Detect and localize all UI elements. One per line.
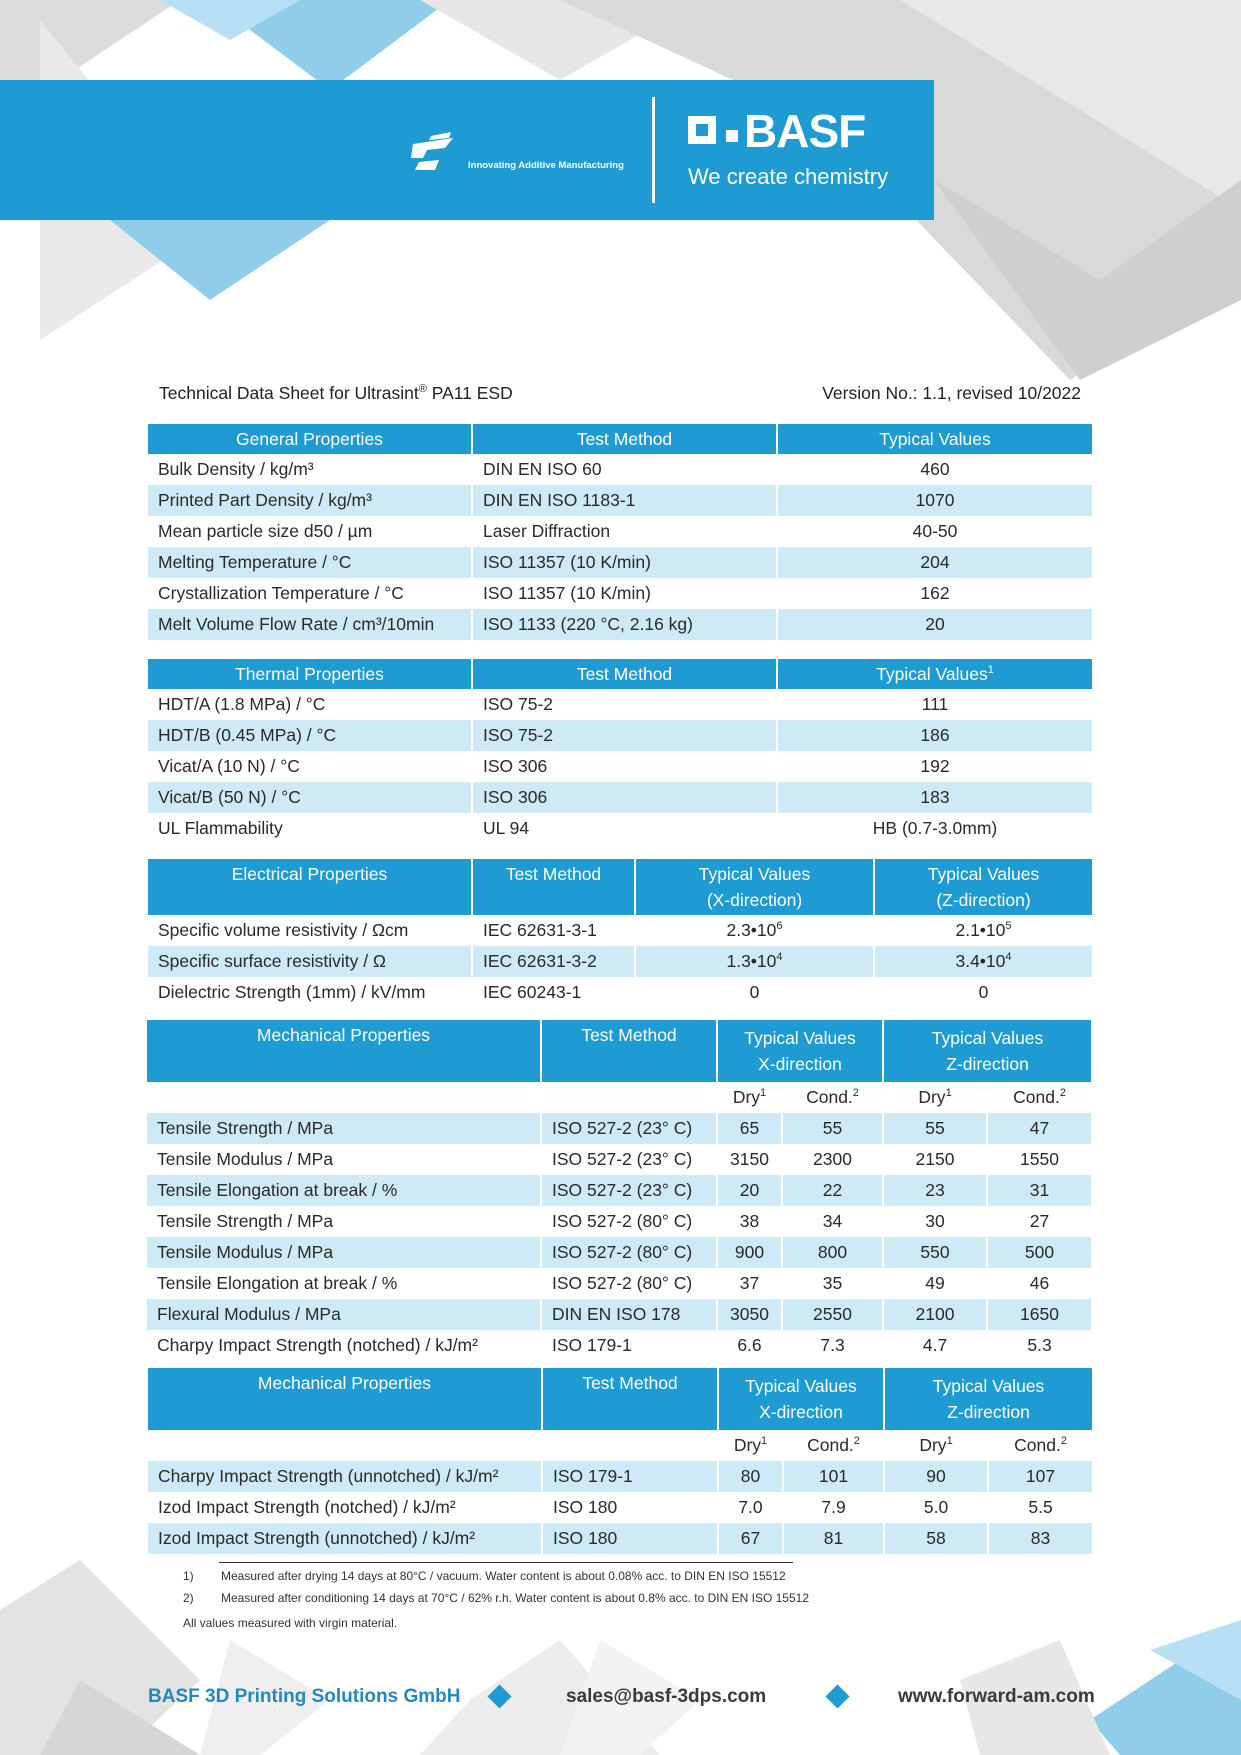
value-cell [874, 946, 1092, 977]
method-cell: ISO 11357 (10 K/min) [472, 578, 777, 609]
value-cell: 550 [883, 1237, 987, 1268]
table-row [148, 1461, 1092, 1492]
table-row [148, 609, 1092, 640]
value-cell: 1070 [777, 485, 1092, 516]
table-row [148, 977, 1092, 1008]
property-cell: HDT/A (1.8 MPa) / °C [158, 694, 326, 714]
header-text: Typical Values [744, 1028, 856, 1048]
table-row [148, 813, 1092, 844]
table-row [148, 915, 1092, 946]
value-cell: 4.7 [883, 1330, 987, 1361]
property-cell: Charpy Impact Strength (notched) / kJ/m² [157, 1335, 478, 1355]
method-cell: ISO 179-1 [542, 1461, 718, 1492]
table-row [147, 1113, 1091, 1144]
footnote-ref: 1 [945, 1087, 952, 1100]
logo-divider [652, 97, 655, 203]
subheader-text: Dry [732, 1087, 761, 1107]
method-cell: Laser Diffraction [472, 516, 777, 547]
method-cell: IEC 62631-3-2 [472, 946, 635, 977]
value-cell: 183 [777, 782, 1092, 813]
property-cell: Tensile Modulus / MPa [147, 1237, 541, 1268]
property-cell: Tensile Elongation at break / % [147, 1175, 541, 1206]
value-base: 2.3•10 [726, 920, 777, 940]
dry-subheader [717, 1082, 782, 1113]
property-cell: Melting Temperature / °C [148, 547, 472, 578]
dry-subheader [718, 1430, 783, 1461]
basf-wordmark: BASF [744, 105, 866, 157]
table-row [147, 1268, 1091, 1299]
column-header: Test Method [472, 659, 777, 689]
column-header [717, 1020, 883, 1082]
table-row [148, 454, 1092, 485]
table-row [148, 516, 1092, 547]
table-row [148, 1523, 1092, 1554]
property-cell: Tensile Modulus / MPa [157, 1149, 334, 1169]
header-text: Typical Values [698, 864, 811, 884]
header-subtext: X-direction [759, 1402, 843, 1422]
empty-cell [541, 1082, 717, 1113]
value-cell: 47 [987, 1113, 1091, 1144]
table-row [147, 1237, 1091, 1268]
value-cell: 49 [883, 1268, 987, 1299]
subheader-text: Dry [919, 1435, 947, 1455]
value-cell: 38 [717, 1206, 782, 1237]
empty-cell [147, 1082, 541, 1113]
method-cell: ISO 179-1 [541, 1330, 717, 1361]
footer-website-link[interactable]: www.forward-am.com [898, 1686, 1095, 1707]
value-cell: 186 [777, 720, 1092, 751]
value-base: 1.3•10 [726, 951, 777, 971]
value-cell [635, 915, 874, 946]
value-cell: 192 [777, 751, 1092, 782]
footnote-ref: 1 [987, 664, 994, 677]
column-header: Test Method [542, 1368, 718, 1430]
method-cell: DIN EN ISO 178 [541, 1299, 717, 1330]
title-text: Technical Data Sheet for Ultrasint [159, 383, 419, 403]
method-cell: IEC 62631-3-1 [472, 915, 635, 946]
value-cell: 65 [717, 1113, 782, 1144]
footnote-ref: 2 [1060, 1435, 1067, 1448]
mechanical-properties-table-2 [148, 1368, 1092, 1554]
property-cell: Charpy Impact Strength (unnotched) / kJ/m² [148, 1461, 542, 1492]
value-cell: 83 [988, 1523, 1092, 1554]
header-text: Typical Values [876, 664, 988, 684]
column-header [718, 1368, 884, 1430]
column-header: Mechanical Properties [147, 1020, 541, 1082]
method-cell: DIN EN ISO 1183-1 [472, 485, 777, 516]
value-cell [635, 977, 874, 1008]
value-cell: 22 [782, 1175, 883, 1206]
value-cell: 7.3 [782, 1330, 883, 1361]
value-cell: 5.3 [987, 1330, 1091, 1361]
value-exponent: 4 [1005, 951, 1012, 964]
property-cell: Bulk Density / kg/m³ [158, 459, 314, 479]
value-cell: 80 [718, 1461, 783, 1492]
table-row [148, 946, 1092, 977]
header-text: Typical Values [745, 1376, 857, 1396]
value-cell: 101 [783, 1461, 884, 1492]
table-row [148, 720, 1092, 751]
value-cell: 800 [782, 1237, 883, 1268]
value-cell [874, 977, 1092, 1008]
value-cell: 3150 [717, 1144, 782, 1175]
header-subtext: Z-direction [946, 1054, 1029, 1074]
value-cell: HB (0.7-3.0mm) [777, 813, 1092, 844]
table-row [148, 547, 1092, 578]
method-cell: ISO 180 [542, 1492, 718, 1523]
value-cell: 55 [883, 1113, 987, 1144]
footnote-ref: 1 [761, 1435, 768, 1448]
footnote-ref: 2 [853, 1435, 860, 1448]
property-cell: Specific surface resistivity / Ω [148, 946, 472, 977]
footnote-text: Measured after conditioning 14 days at 70°C / 62% r.h. Water content is about 0.8% acc. to DIN EN ISO 15512 [221, 1591, 810, 1605]
subheader-text: Cond. [1014, 1435, 1061, 1455]
property-cell: Vicat/A (10 N) / °C [158, 756, 300, 776]
footnote-ref: 2 [852, 1087, 859, 1100]
value-cell: 2150 [883, 1144, 987, 1175]
property-cell: Tensile Strength / MPa [147, 1113, 541, 1144]
value-cell: 58 [884, 1523, 988, 1554]
value-cell: 23 [883, 1175, 987, 1206]
method-cell: ISO 180 [542, 1523, 718, 1554]
dry-subheader [884, 1430, 988, 1461]
cond-subheader [988, 1430, 1092, 1461]
table-row [147, 1144, 1091, 1175]
thermal-properties-table [148, 659, 1092, 844]
value-base: 2.1•10 [955, 920, 1006, 940]
value-cell: 500 [987, 1237, 1091, 1268]
forward-am-tagline: Innovating Additive Manufacturing [468, 160, 624, 171]
value-cell: 81 [783, 1523, 884, 1554]
column-header: Mechanical Properties [148, 1368, 542, 1430]
title-product: PA11 ESD [426, 383, 513, 403]
property-cell: Specific volume resistivity / Ωcm [158, 920, 409, 940]
value-cell: 5.0 [884, 1492, 988, 1523]
value-cell: 27 [987, 1206, 1091, 1237]
basf-tagline: We create chemistry [688, 164, 889, 189]
property-cell: Tensile Elongation at break / % [157, 1273, 398, 1293]
value-cell: 20 [717, 1175, 782, 1206]
value-cell: 162 [777, 578, 1092, 609]
footnote-text: Measured after drying 14 days at 80°C / vacuum. Water content is about 0.08% acc. to DIN EN ISO 15512 [221, 1569, 786, 1583]
method-cell: ISO 306 [472, 782, 777, 813]
header-subtext: X-direction [758, 1054, 842, 1074]
column-header: Test Method [541, 1020, 717, 1082]
value-cell: 1650 [987, 1299, 1091, 1330]
property-cell: Vicat/B (50 N) / °C [148, 782, 472, 813]
column-header: Electrical Properties [148, 859, 472, 915]
method-cell: ISO 1133 (220 °C, 2.16 kg) [472, 609, 777, 640]
value-cell: 67 [718, 1523, 783, 1554]
method-cell: ISO 527-2 (80° C) [541, 1206, 717, 1237]
general-properties-table [148, 424, 1092, 640]
subheader-text: Cond. [807, 1435, 854, 1455]
property-cell: UL Flammability [158, 818, 283, 838]
column-header: Test Method [472, 859, 635, 915]
method-cell: ISO 75-2 [472, 720, 777, 751]
value-cell: 2100 [883, 1299, 987, 1330]
method-cell: ISO 527-2 (80° C) [541, 1268, 717, 1299]
table-row [147, 1206, 1091, 1237]
value-cell: 34 [782, 1206, 883, 1237]
footnote-rule [219, 1562, 793, 1563]
value-cell: 111 [777, 689, 1092, 720]
method-cell: ISO 527-2 (23° C) [541, 1113, 717, 1144]
empty-cell [542, 1430, 718, 1461]
value-cell: 6.6 [717, 1330, 782, 1361]
dry-subheader [883, 1082, 987, 1113]
basf-dot-icon [726, 130, 738, 142]
method-cell: ISO 11357 (10 K/min) [472, 547, 777, 578]
material-note: All values measured with virgin material. [183, 1616, 398, 1630]
subheader-row [148, 1430, 1092, 1461]
table-row [147, 1175, 1091, 1206]
table-row [148, 578, 1092, 609]
subheader-text: Dry [918, 1087, 946, 1107]
value-cell: 20 [777, 609, 1092, 640]
footnote-1 [0, 1569, 1241, 1585]
value-cell [635, 946, 874, 977]
table-row [147, 1330, 1091, 1361]
property-cell: Melt Volume Flow Rate / cm³/10min [148, 609, 472, 640]
value-base: 0 [749, 982, 760, 1002]
header-text: Typical Values [932, 1376, 1045, 1396]
value-exponent: 6 [776, 920, 783, 933]
column-header [874, 859, 1092, 915]
value-cell [874, 915, 1092, 946]
property-cell: Crystallization Temperature / °C [158, 583, 404, 603]
value-cell: 3050 [717, 1299, 782, 1330]
footnote-ref: 1 [760, 1087, 767, 1100]
value-base: 0 [978, 982, 989, 1002]
method-cell: IEC 60243-1 [472, 977, 635, 1008]
property-cell: Dielectric Strength (1mm) / kV/mm [158, 982, 426, 1002]
subheader-row [147, 1082, 1091, 1113]
property-cell: Flexural Modulus / MPa [147, 1299, 541, 1330]
value-cell: 7.9 [783, 1492, 884, 1523]
value-cell: 1550 [987, 1144, 1091, 1175]
header-text: Typical Values [931, 1028, 1044, 1048]
property-cell: Printed Part Density / kg/m³ [148, 485, 472, 516]
method-cell: DIN EN ISO 60 [472, 454, 777, 485]
value-base: 3.4•10 [955, 951, 1006, 971]
value-cell: 46 [987, 1268, 1091, 1299]
table-row [148, 751, 1092, 782]
header-subtext: (X-direction) [706, 890, 803, 910]
subheader-text: Cond. [806, 1087, 853, 1107]
footer-email-link[interactable]: sales@basf-3dps.com [566, 1686, 767, 1707]
value-cell: 90 [884, 1461, 988, 1492]
subheader-text: Cond. [1013, 1087, 1060, 1107]
column-header: Thermal Properties [148, 659, 472, 689]
property-cell: Mean particle size d50 / µm [158, 521, 373, 541]
value-cell: 37 [717, 1268, 782, 1299]
column-header [883, 1020, 1091, 1082]
footnote-number: 2) [183, 1591, 194, 1605]
column-header [884, 1368, 1092, 1430]
value-cell: 900 [717, 1237, 782, 1268]
value-exponent: 5 [1005, 920, 1012, 933]
footer-company: BASF 3D Printing Solutions GmbH [148, 1686, 461, 1707]
table-row [147, 1299, 1091, 1330]
method-cell: ISO 527-2 (23° C) [541, 1175, 717, 1206]
value-cell: 55 [782, 1113, 883, 1144]
column-header [777, 659, 1092, 689]
cond-subheader [782, 1082, 883, 1113]
empty-cell [148, 1430, 542, 1461]
document-version: Version No.: 1.1, revised 10/2022 [822, 383, 1081, 403]
value-cell: 35 [782, 1268, 883, 1299]
method-cell: ISO 306 [472, 751, 777, 782]
value-exponent: 4 [776, 951, 783, 964]
value-cell: 5.5 [988, 1492, 1092, 1523]
property-cell: Tensile Strength / MPa [157, 1211, 334, 1231]
header-subtext: (Z-direction) [936, 890, 1031, 910]
property-cell: Izod Impact Strength (notched) / kJ/m² [158, 1497, 456, 1517]
header-subtext: Z-direction [947, 1402, 1030, 1422]
footnote-2 [0, 1591, 1241, 1607]
method-cell: ISO 527-2 (23° C) [541, 1144, 717, 1175]
footnote-number: 1) [183, 1569, 194, 1583]
header-text: Typical Values [927, 864, 1040, 884]
value-cell: 2300 [782, 1144, 883, 1175]
subheader-text: Dry [733, 1435, 762, 1455]
footnote-ref: 2 [1059, 1087, 1066, 1100]
cond-subheader [783, 1430, 884, 1461]
value-cell: 460 [777, 454, 1092, 485]
value-cell: 7.0 [718, 1492, 783, 1523]
column-header: Test Method [472, 424, 777, 454]
property-cell: HDT/B (0.45 MPa) / °C [148, 720, 472, 751]
mechanical-properties-table [147, 1020, 1091, 1361]
value-cell: 204 [777, 547, 1092, 578]
registered-mark: ® [418, 383, 427, 396]
value-cell: 2550 [782, 1299, 883, 1330]
column-header: Typical Values [777, 424, 1092, 454]
basf-square-icon [688, 116, 716, 144]
table-row [148, 1492, 1092, 1523]
method-cell: ISO 75-2 [472, 689, 777, 720]
value-cell: 31 [987, 1175, 1091, 1206]
property-cell: Izod Impact Strength (unnotched) / kJ/m² [148, 1523, 542, 1554]
table-row [148, 782, 1092, 813]
method-cell: UL 94 [472, 813, 777, 844]
value-cell: 40-50 [777, 516, 1092, 547]
column-header [635, 859, 874, 915]
table-row [148, 485, 1092, 516]
value-cell: 107 [988, 1461, 1092, 1492]
method-cell: ISO 527-2 (80° C) [541, 1237, 717, 1268]
table-row [148, 689, 1092, 720]
electrical-properties-table [148, 859, 1092, 1008]
column-header: General Properties [148, 424, 472, 454]
cond-subheader [987, 1082, 1091, 1113]
footnote-ref: 1 [946, 1435, 953, 1448]
document-title [159, 383, 513, 404]
value-cell: 30 [883, 1206, 987, 1237]
